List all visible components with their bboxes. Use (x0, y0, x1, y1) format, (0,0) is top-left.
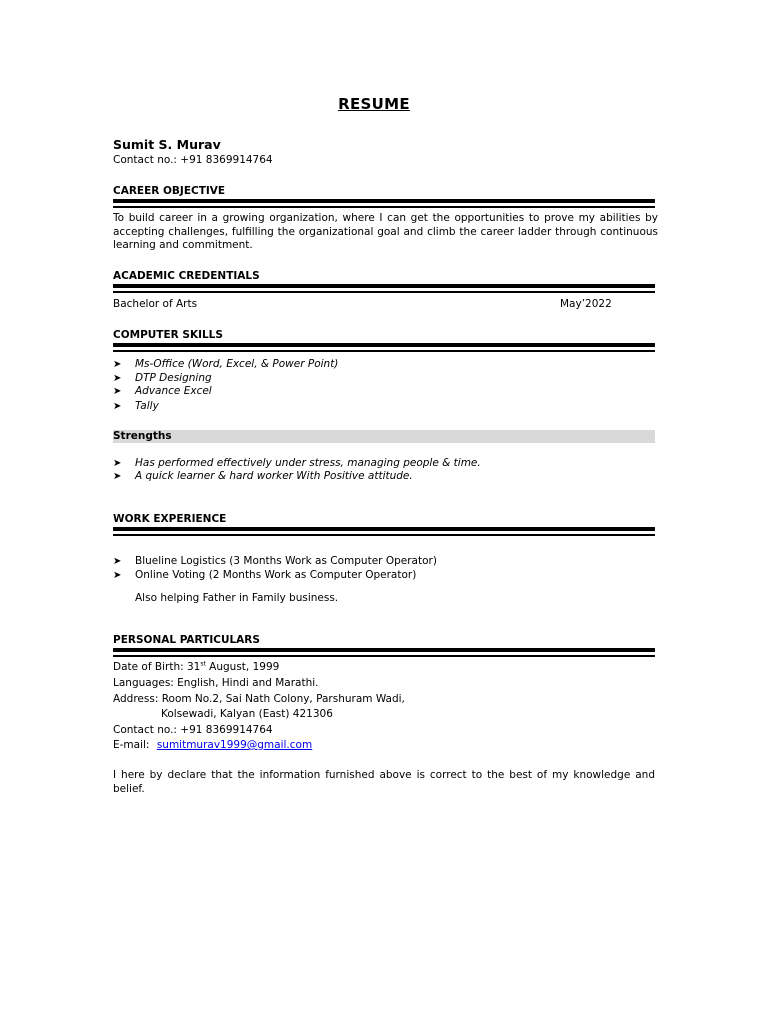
list-item: ➤ A quick learner & hard worker With Positive attitude. (113, 470, 413, 482)
career-objective-heading: CAREER OBJECTIVE (113, 185, 226, 197)
candidate-name: Sumit S. Murav (113, 137, 221, 152)
date-of-birth: Date of Birth: 31st August, 1999 (113, 660, 280, 673)
email-link[interactable]: sumitmurav1999@gmail.com (156, 739, 313, 751)
degree-date: May’2022 (560, 298, 612, 310)
work-experience-heading: WORK EXPERIENCE (113, 513, 227, 525)
section-divider (113, 284, 655, 293)
section-divider (113, 199, 655, 208)
list-item: ➤ DTP Designing (113, 372, 212, 384)
section-divider (113, 343, 655, 352)
list-item: ➤ Blueline Logistics (3 Months Work as Computer Operator) (113, 555, 437, 567)
list-item: ➤ Online Voting (2 Months Work as Computer Operator) (113, 569, 417, 581)
degree: Bachelor of Arts (113, 298, 198, 310)
career-objective-text: To build career in a growing organization, where I can get the opportunities to prove my abilities by accepting challenges, fulfilling the organizational goal and climb the career ladder through continuous learning and commitment. (113, 212, 658, 251)
email-label: E-mail: (113, 739, 150, 751)
list-item: ➤ Tally (113, 400, 159, 412)
contact-bottom: Contact no.: +91 8369914764 (113, 724, 273, 736)
strengths-heading: Strengths (113, 430, 655, 443)
address-line-1: Address: Room No.2, Sai Nath Colony, Parshuram Wadi, (113, 693, 405, 705)
arrowhead-bullet-icon: ➤ (113, 401, 122, 412)
arrowhead-bullet-icon: ➤ (113, 386, 122, 397)
computer-skills-heading: COMPUTER SKILLS (113, 329, 223, 341)
arrowhead-bullet-icon: ➤ (113, 570, 122, 581)
list-item: ➤ Ms-Office (Word, Excel, & Power Point) (113, 358, 339, 370)
address-line-2: Kolsewadi, Kalyan (East) 421306 (161, 708, 333, 720)
arrowhead-bullet-icon: ➤ (113, 373, 122, 384)
arrowhead-bullet-icon: ➤ (113, 458, 122, 469)
list-item: ➤ Advance Excel (113, 385, 212, 397)
section-divider (113, 527, 655, 536)
academic-heading: ACADEMIC CREDENTIALS (113, 270, 260, 282)
work-note: Also helping Father in Family business. (135, 592, 339, 604)
contact-top: Contact no.: +91 8369914764 (113, 154, 273, 166)
arrowhead-bullet-icon: ➤ (113, 359, 122, 370)
languages: Languages: English, Hindi and Marathi. (113, 677, 319, 689)
email-row (113, 739, 312, 753)
declaration-text: I here by declare that the information furnished above is correct to the best of my knowledge and belief. (113, 769, 655, 795)
document-title: RESUME (338, 95, 410, 113)
personal-heading: PERSONAL PARTICULARS (113, 634, 260, 646)
list-item: ➤ Has performed effectively under stress, managing people & time. (113, 457, 481, 469)
section-divider (113, 648, 655, 657)
arrowhead-bullet-icon: ➤ (113, 556, 122, 567)
arrowhead-bullet-icon: ➤ (113, 471, 122, 482)
